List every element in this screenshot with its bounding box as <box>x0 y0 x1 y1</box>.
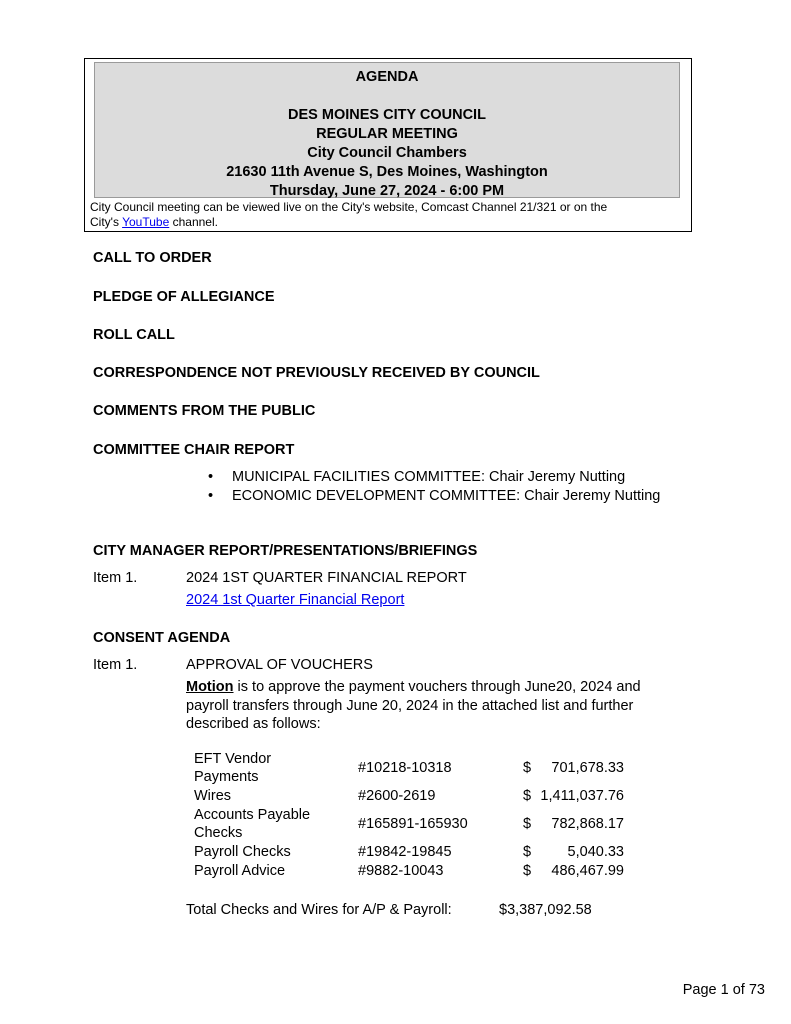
motion-paragraph <box>186 678 686 734</box>
meeting-datetime: Thursday, June 27, 2024 - 6:00 PM <box>269 183 505 199</box>
section-correspondence: CORRESPONDENCE NOT PREVIOUSLY RECEIVED BY COUNCIL <box>93 365 540 381</box>
youtube-link[interactable]: YouTube <box>122 215 170 229</box>
voucher-type <box>194 750 271 786</box>
voucher-range: #19842-19845 <box>358 844 452 860</box>
section-city-manager: CITY MANAGER REPORT/PRESENTATIONS/BRIEFINGS <box>93 543 478 559</box>
voucher-amount: 486,467.99 <box>551 863 624 879</box>
item-title: 2024 1ST QUARTER FINANCIAL REPORT <box>186 570 467 586</box>
viewing-note-end: channel. <box>172 215 218 229</box>
voucher-amount: 701,678.33 <box>551 760 624 776</box>
voucher-type-line: Checks <box>194 825 243 841</box>
item-number: Item 1. <box>93 657 138 673</box>
voucher-range: #165891-165930 <box>358 816 468 832</box>
voucher-amount: 5,040.33 <box>567 844 624 860</box>
currency-symbol: $ <box>523 816 532 832</box>
section-public-comments: COMMENTS FROM THE PUBLIC <box>93 403 316 419</box>
viewing-note-text: City Council meeting can be viewed live on the City's website, Comcast Channel 21/321 or on the <box>90 200 608 214</box>
section-consent-agenda: CONSENT AGENDA <box>93 630 231 646</box>
item-number: Item 1. <box>93 570 138 586</box>
voucher-type-line: Accounts Payable <box>194 807 311 823</box>
agenda-title: AGENDA <box>355 69 419 85</box>
currency-symbol: $ <box>523 788 532 804</box>
committee-list <box>208 468 668 506</box>
section-roll-call: ROLL CALL <box>93 327 175 343</box>
total-amount: $3,387,092.58 <box>499 902 592 918</box>
voucher-type-line: Payments <box>194 769 259 785</box>
viewing-note <box>90 200 685 230</box>
voucher-type: Payroll Checks <box>194 844 291 860</box>
currency-symbol: $ <box>523 863 532 879</box>
bullet: • <box>208 488 214 504</box>
list-item <box>208 468 668 487</box>
voucher-range: #2600-2619 <box>358 788 436 804</box>
voucher-range: #10218-10318 <box>358 760 452 776</box>
currency-symbol: $ <box>523 760 532 776</box>
meeting-address: 21630 11th Avenue S, Des Moines, Washington <box>226 164 548 180</box>
committee-item-text: MUNICIPAL FACILITIES COMMITTEE: Chair Jeremy Nutting <box>232 469 626 485</box>
list-item <box>208 487 668 506</box>
voucher-amount: 1,411,037.76 <box>540 788 624 804</box>
total-label: Total Checks and Wires for A/P & Payroll: <box>186 902 452 918</box>
financial-report-link[interactable]: 2024 1st Quarter Financial Report <box>186 592 405 608</box>
voucher-amount: 782,868.17 <box>551 816 624 832</box>
page-number: Page 1 of 73 <box>682 982 765 998</box>
motion-label: Motion <box>186 679 234 695</box>
voucher-type <box>194 806 310 842</box>
agenda-header-shaded <box>94 62 680 198</box>
meeting-location: City Council Chambers <box>307 145 467 161</box>
voucher-type: Wires <box>194 788 232 804</box>
voucher-range: #9882-10043 <box>358 863 444 879</box>
section-pledge: PLEDGE OF ALLEGIANCE <box>93 289 275 305</box>
voucher-type-line: EFT Vendor <box>194 751 272 767</box>
section-committee-report: COMMITTEE CHAIR REPORT <box>93 442 295 458</box>
committee-item-text: ECONOMIC DEVELOPMENT COMMITTEE: Chair Jeremy Nutting <box>232 488 661 504</box>
item-title: APPROVAL OF VOUCHERS <box>186 657 373 673</box>
motion-text: is to approve the payment vouchers through June20, 2024 and payroll transfers through June 20, 2024 in the attached list and further described as follows: <box>186 679 641 732</box>
section-call-to-order: CALL TO ORDER <box>93 250 212 266</box>
bullet: • <box>208 469 214 485</box>
agenda-header-box <box>84 58 692 232</box>
voucher-type: Payroll Advice <box>194 863 286 879</box>
council-name: DES MOINES CITY COUNCIL <box>288 107 486 123</box>
viewing-note-city: City's <box>90 215 119 229</box>
currency-symbol: $ <box>523 844 532 860</box>
meeting-type: REGULAR MEETING <box>316 126 458 142</box>
